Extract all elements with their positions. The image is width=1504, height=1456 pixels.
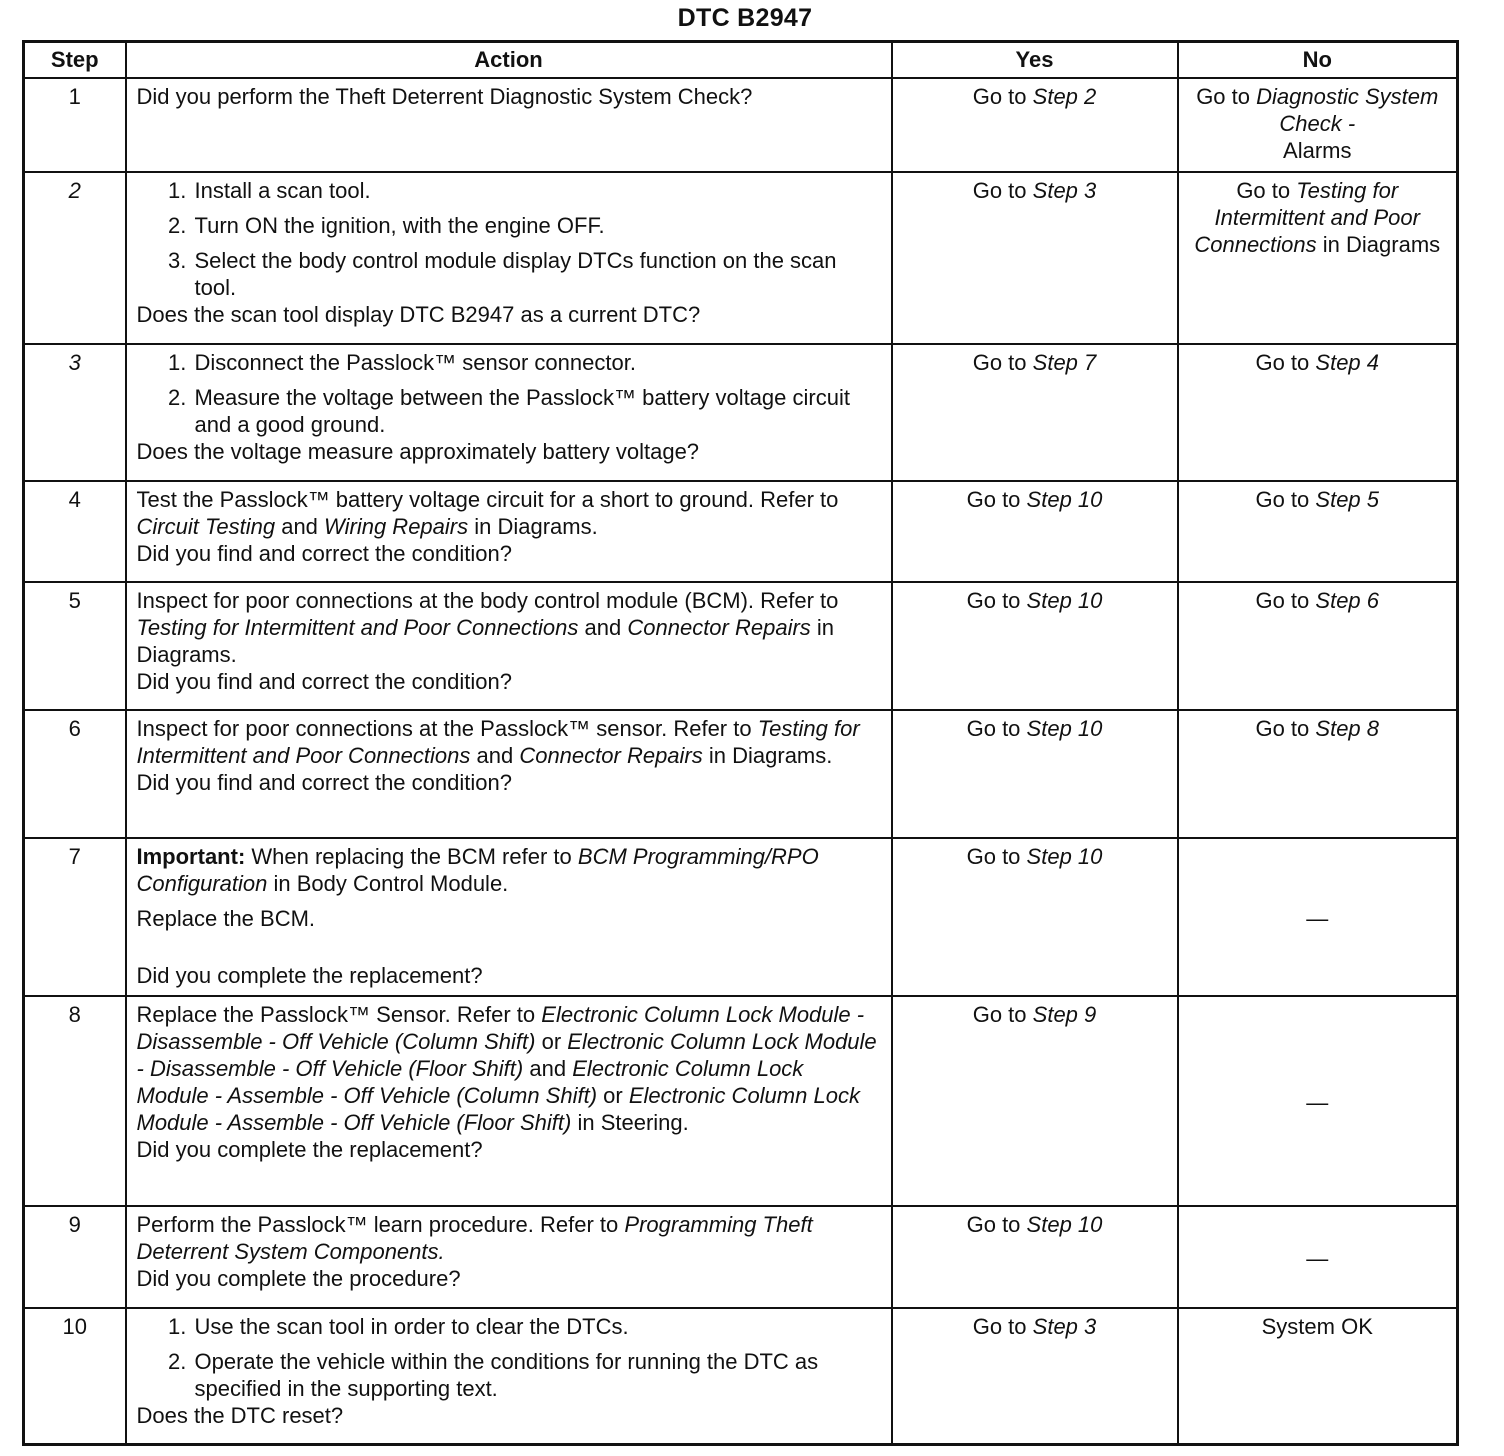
no-action-dash: — — [1306, 1245, 1329, 1271]
header-no: No — [1178, 42, 1458, 79]
action-cell — [126, 481, 892, 582]
step-number: 5 — [24, 582, 126, 710]
table-row — [24, 996, 1458, 1206]
go-to-label: Go to — [972, 350, 1027, 375]
no-cell — [1178, 481, 1458, 582]
action-text — [137, 715, 881, 769]
action-text: Did you perform the Theft Deterrent Diagnostic System Check? — [136, 84, 753, 109]
list-item: 1. Use the scan tool in order to clear the DTCs. — [193, 1313, 881, 1340]
reference-link-text: Testing for Intermittent and Poor Connections — [136, 615, 579, 640]
text-run: Test the Passlock™ battery voltage circuit for a short to ground. Refer to — [136, 487, 839, 512]
list-item: 2. Measure the voltage between the Passlock™ battery voltage circuit and a good ground. — [193, 384, 881, 438]
yes-cell — [892, 1206, 1178, 1308]
no-result: System OK — [1261, 1314, 1373, 1339]
yes-target: Step 3 — [1032, 1314, 1097, 1339]
no-cell — [1178, 582, 1458, 710]
table-row — [24, 481, 1458, 582]
go-to-label: Go to — [972, 1002, 1027, 1027]
instruction-list — [137, 177, 881, 301]
action-cell — [126, 78, 892, 172]
text-run: in Diagrams. — [136, 615, 835, 667]
reference-link-text: Electronic Column Lock Module - Disassemble - Off Vehicle (Column Shift) — [136, 1002, 865, 1054]
reference-link-text: Programming Theft Deterrent System Components. — [136, 1212, 813, 1264]
yes-cell — [892, 582, 1178, 710]
action-cell — [126, 344, 892, 481]
no-reference: Testing for Intermittent and Poor Connections — [1194, 178, 1420, 257]
reference-link-text: Electronic Column Lock Module - Assemble - Off Vehicle (Floor Shift) — [136, 1083, 860, 1135]
header-action: Action — [126, 42, 892, 79]
text-run: and — [281, 514, 318, 539]
action-text — [137, 486, 881, 540]
reference-link-text: Electronic Column Lock Module - Disassemble - Off Vehicle (Floor Shift) — [136, 1029, 877, 1081]
action-text — [137, 843, 881, 897]
question-text: Did you complete the procedure? — [136, 1266, 461, 1291]
question-text: Does the DTC reset? — [136, 1403, 344, 1428]
text-run: Inspect for poor connections at the body control module (BCM). Refer to — [136, 588, 839, 613]
action-instruction: Replace the BCM. — [136, 906, 316, 931]
text-run: in Body Control Module. — [273, 871, 509, 896]
text-run: Perform the Passlock™ learn procedure. Refer to — [136, 1212, 619, 1237]
no-target: Step 5 — [1315, 487, 1380, 512]
go-to-label: Go to — [966, 487, 1021, 512]
table-row — [24, 78, 1458, 172]
yes-target: Step 10 — [1026, 487, 1103, 512]
list-item: 2. Operate the vehicle within the conditions for running the DTC as specified in the supporting text. — [193, 1348, 881, 1402]
reference-link-text: Connector Repairs — [627, 615, 811, 640]
no-cell — [1178, 996, 1458, 1206]
yes-cell — [892, 344, 1178, 481]
action-text — [137, 1211, 881, 1265]
table-row — [24, 838, 1458, 996]
yes-target: Step 10 — [1026, 716, 1103, 741]
step-number: 8 — [24, 996, 126, 1206]
step-number: 4 — [24, 481, 126, 582]
header-step: Step — [24, 42, 126, 79]
go-to-label: Go to — [972, 84, 1027, 109]
action-cell — [126, 1206, 892, 1308]
no-suffix: in Diagrams — [1322, 232, 1441, 257]
no-cell — [1178, 1308, 1458, 1444]
instruction-list — [137, 1313, 881, 1402]
go-to-label: Go to — [966, 1212, 1021, 1237]
no-action-dash: — — [1306, 905, 1329, 931]
no-target: Step 6 — [1315, 588, 1380, 613]
table-row — [24, 172, 1458, 344]
go-to-label: Go to — [972, 178, 1027, 203]
text-run: and — [529, 1056, 567, 1081]
action-cell — [126, 582, 892, 710]
no-cell — [1178, 78, 1458, 172]
yes-target: Step 10 — [1026, 844, 1103, 869]
reference-link-text: Testing for Intermittent and Poor Connections — [136, 716, 860, 768]
diagnostic-table — [22, 40, 1459, 1446]
question-text: Did you complete the replacement? — [136, 963, 483, 988]
text-run: or — [603, 1083, 623, 1108]
yes-cell — [892, 1308, 1178, 1444]
reference-link-text: Wiring Repairs — [324, 514, 469, 539]
no-reference: Diagnostic System Check - — [1256, 84, 1439, 136]
instruction-list — [137, 349, 881, 438]
step-number: 10 — [24, 1308, 126, 1444]
yes-cell — [892, 710, 1178, 838]
yes-target: Step 10 — [1026, 588, 1103, 613]
step-number: 2 — [24, 172, 126, 344]
go-to-label: Go to — [1255, 350, 1310, 375]
table-row — [24, 1206, 1458, 1308]
reference-link-text: Connector Repairs — [519, 743, 703, 768]
go-to-label: Go to — [972, 1314, 1027, 1339]
header-row — [24, 42, 1458, 79]
text-run: When replacing the BCM refer to — [251, 844, 572, 869]
no-cell — [1178, 344, 1458, 481]
page-title: DTC B2947 — [677, 4, 813, 32]
step-number: 1 — [24, 78, 126, 172]
step-number: 3 — [24, 344, 126, 481]
table-row — [24, 1308, 1458, 1444]
no-cell — [1178, 710, 1458, 838]
header-yes: Yes — [892, 42, 1178, 79]
list-item: 3. Select the body control module display DTCs function on the scan tool. — [193, 247, 881, 301]
text-run: and — [584, 615, 622, 640]
reference-link-text: Circuit Testing — [136, 514, 276, 539]
reference-link-text: Electronic Column Lock Module - Assemble - Off Vehicle (Column Shift) — [136, 1056, 804, 1108]
action-cell — [126, 838, 892, 996]
yes-target: Step 9 — [1032, 1002, 1097, 1027]
step-number: 6 — [24, 710, 126, 838]
table-row — [24, 344, 1458, 481]
reference-link-text: BCM Programming/RPO Configuration — [136, 844, 819, 896]
go-to-label: Go to — [966, 588, 1021, 613]
action-text — [137, 587, 881, 668]
text-run: Replace the Passlock™ Sensor. Refer to — [136, 1002, 536, 1027]
list-item: 2. Turn ON the ignition, with the engine OFF. — [193, 212, 881, 239]
no-cell — [1178, 838, 1458, 996]
yes-target: Step 10 — [1026, 1212, 1103, 1237]
question-text: Did you find and correct the condition? — [136, 541, 512, 566]
no-suffix: Alarms — [1283, 138, 1352, 163]
text-run: Inspect for poor connections at the Passlock™ sensor. Refer to — [136, 716, 752, 741]
yes-target: Step 3 — [1032, 178, 1097, 203]
action-cell — [126, 996, 892, 1206]
yes-cell — [892, 481, 1178, 582]
no-action-dash: — — [1306, 1089, 1329, 1115]
yes-cell — [892, 838, 1178, 996]
go-to-label: Go to — [966, 716, 1021, 741]
important-label: Important: — [136, 844, 246, 869]
no-prefix: Go to — [1236, 178, 1291, 203]
go-to-label: Go to — [1255, 588, 1310, 613]
go-to-label: Go to — [966, 844, 1021, 869]
text-run: and — [476, 743, 514, 768]
action-text — [137, 1001, 881, 1136]
question-text: Does the scan tool display DTC B2947 as a current DTC? — [136, 302, 701, 327]
yes-target: Step 2 — [1032, 84, 1097, 109]
go-to-label: Go to — [1255, 487, 1310, 512]
yes-cell — [892, 172, 1178, 344]
list-item: 1. Disconnect the Passlock™ sensor connector. — [193, 349, 881, 376]
list-item: 1. Install a scan tool. — [193, 177, 881, 204]
text-run: or — [541, 1029, 562, 1054]
table-row — [24, 582, 1458, 710]
no-cell — [1178, 172, 1458, 344]
action-cell — [126, 172, 892, 344]
question-text: Does the voltage measure approximately battery voltage? — [136, 439, 700, 464]
no-target: Step 4 — [1315, 350, 1380, 375]
yes-cell — [892, 78, 1178, 172]
question-text: Did you complete the replacement? — [136, 1137, 483, 1162]
question-text: Did you find and correct the condition? — [136, 770, 512, 795]
go-to-label: Go to — [1255, 716, 1310, 741]
text-run: in Steering. — [577, 1110, 689, 1135]
yes-target: Step 7 — [1032, 350, 1097, 375]
text-run: in Diagrams. — [474, 514, 598, 539]
text-run: in Diagrams. — [708, 743, 833, 768]
no-prefix: Go to — [1196, 84, 1250, 109]
action-cell — [126, 710, 892, 838]
no-cell — [1178, 1206, 1458, 1308]
action-cell — [126, 1308, 892, 1444]
table-row — [24, 710, 1458, 838]
yes-cell — [892, 996, 1178, 1206]
no-target: Step 8 — [1315, 716, 1380, 741]
step-number: 9 — [24, 1206, 126, 1308]
question-text: Did you find and correct the condition? — [136, 669, 512, 694]
step-number: 7 — [24, 838, 126, 996]
